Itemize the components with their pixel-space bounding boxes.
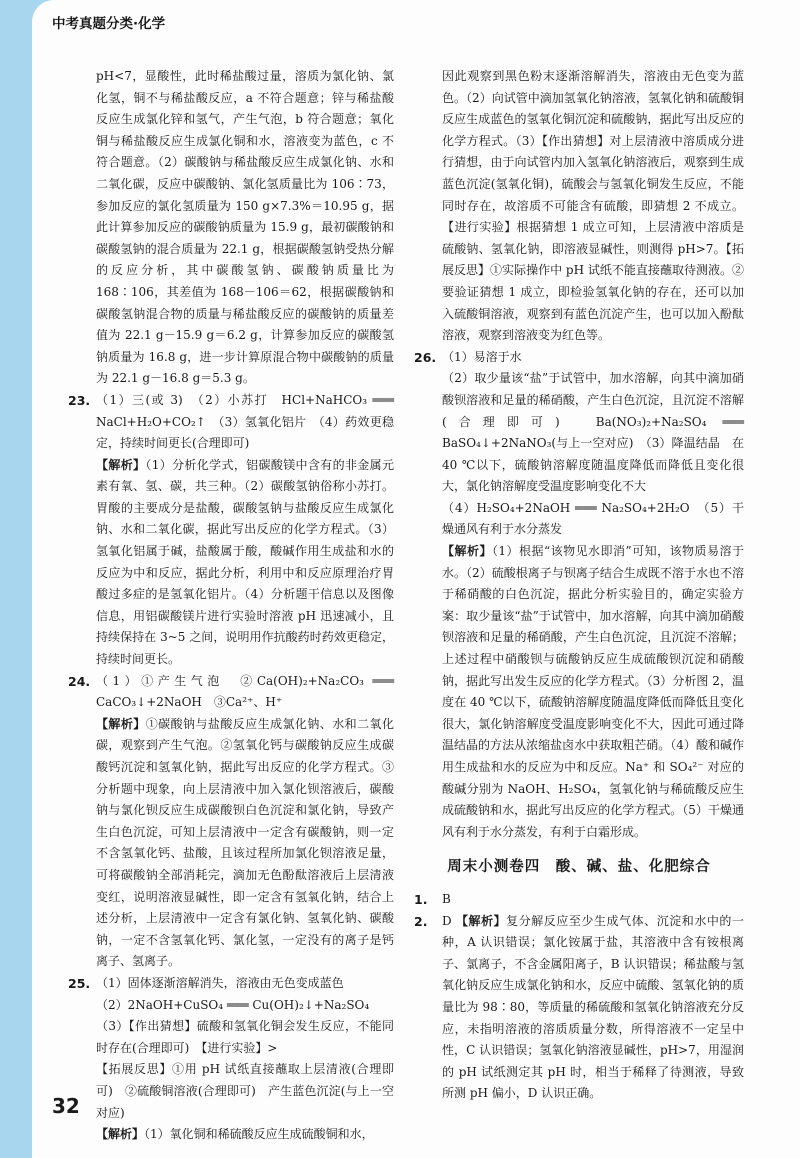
q22-continuation: pH<7，显酸性，此时稀盐酸过量，溶质为氯化钠、氯化氢，铜不与稀盐酸反应，a 不符合题意；锌与稀盐酸反应生成氯化锌和氢气，产生气泡，b 符合题意；氧化铜与稀盐酸反应生成氯化铜和水，溶液变为蓝色，c 不符合题意。（2）碳酸钠与稀盐酸反应生成氯化钠、水和二氧化碳，反应中碳酸钠、氯化氢质量比为 106∶73，参加反应的氯化氢质量为 150 g×7.3%＝10.95 g，据此计算参加反应的碳酸钠质量为 15.9 g，最初碳酸钠和碳酸氢钠的混合质量为 22.1 g，根据碳酸氢钠受热分解的反应分析，其中碳酸氢钠、碳酸钠质量比为 168∶106，其差值为 168－106＝62，根据碳酸钠和碳酸氢钠混合物的质量与稀盐酸反应的碳酸钠的质量差值为 22.1 g－15.9 g＝6.2 g，计算参加反应的碳酸氢钠质量为 16.8 g，进一步计算原混合物中碳酸钠的质量为 22.1 g－16.8 g＝5.3 g。 bbox=[96, 69, 394, 386]
q25-answer-2: （2）2NaOH+CuSO₄ ═══ Cu(OH)₂↓+Na₂SO₄ bbox=[96, 997, 370, 1012]
q23-answer-text: （1）三(或 3) （2）小苏打 HCl+NaHCO₃ ═══ NaCl+H₂O+CO₂↑ （3）氢氧化铝片 （4）药效更稳定，持续时间更长(合理即可) bbox=[96, 392, 394, 451]
s4-q2-text bbox=[442, 911, 744, 1105]
q25-answer-1: （1）固体逐渐溶解消失，溶液由无色变成蓝色 bbox=[96, 975, 344, 990]
q24-answer-text: （1）①产生气泡 ②Ca(OH)₂+Na₂CO₃ ═══ CaCO₃↓+2NaOH ③Ca²⁺、H⁺ bbox=[96, 673, 394, 710]
q25-continuation: 因此观察到黑色粉末逐渐溶解消失，溶液由无色变为蓝色。（2）向试管中滴加氢氧化钠溶液，氢氧化钠和硫酸铜反应生成蓝色的氢氧化铜沉淀和硫酸钠，据此写出反应的化学方程式。（3）【作出猜想】对上层清液中溶质成分进行猜想，由于向试管内加入氢氧化钠溶液后，观察到生成蓝色沉淀(氢氧化铜)，硫酸会与氢氧化铜发生反应，不能同时存在，故溶质不可能含有硫酸，即猜想 2 不成立。【进行实验】根据猜想 1 成立可知，上层清液中溶质是硫酸钠、氢氧化钠，即溶液显碱性，则测得 pH>7。【拓展反思】①实际操作中 pH 试纸不能直接蘸取待测液。②要验证猜想 1 成立，即检验氢氧化钠的存在，还可以加入硫酸铜溶液，观察到有蓝色沉淀产生，也可以加入酚酞溶液，观察到溶液变为红色等。 bbox=[442, 69, 744, 343]
s4-q2-analysis-label: 【解析】 bbox=[455, 913, 507, 928]
q26-explanation-text: （1）根据“该物见水即消”可知，该物质易溶于水。（2）硫酸根离子与钡离子结合生成既不溶于水也不溶于稀硝酸的白色沉淀，据此分析实验目的，确定实验方案：取少量该“盐”于试管中，加水溶解，向其中滴加硝酸钡溶液和足量的稀硝酸，产生白色沉淀，且沉淀不溶解；上述过程中硝酸钡与硫酸钠反应生成硫酸钡沉淀和硝酸钠，据此写出发生反应的化学方程式。（3）分析图 2，温度在 40 ℃以下，硫酸钠溶解度随温度降低而降低且变化很大，氯化钠溶解度受温度影响变化不大，因此可通过降温结晶的方法从浓缩盐卤水中获取粗芒硝。（4）酸和碱作用生成盐和水的反应为中和反应。Na⁺ 和 SO₄²⁻ 对应的酸碱分别为 NaOH、H₂SO₄，氢氧化钠与稀硫酸反应生成硫酸钠和水，据此写出反应的化学方程式。（5）干燥通风有利于水分蒸发，有利于白霜形成。 bbox=[442, 544, 744, 839]
s4-q1-answer-text: B bbox=[442, 891, 451, 906]
q24-number: 24. bbox=[68, 673, 91, 689]
q26-answer-3: （4）H₂SO₄+2NaOH ═══ Na₂SO₄+2H₂O （5）干燥通风有利于水分蒸发 bbox=[442, 500, 744, 537]
q26-explanation bbox=[442, 541, 744, 843]
s4-q2-number: 2. bbox=[414, 913, 428, 929]
q23-analysis-label: 【解析】 bbox=[96, 457, 146, 472]
q26-answer bbox=[414, 347, 744, 844]
q24-answer bbox=[68, 671, 394, 973]
q26-analysis-label: 【解析】 bbox=[442, 544, 492, 559]
q24-analysis-label: 【解析】 bbox=[96, 716, 146, 731]
s4-q2-answer bbox=[414, 911, 744, 1105]
s4-q1-answer bbox=[414, 889, 744, 911]
q25-answer bbox=[68, 973, 394, 1146]
q25-explanation bbox=[96, 1124, 394, 1146]
q24-explanation bbox=[96, 714, 394, 973]
section-title: 周末小测卷四 酸、碱、盐、化肥综合 bbox=[447, 859, 711, 876]
q25-answer-3: （3）【作出猜想】硫酸和氢氧化铜会发生反应，不能同时存在(合理即可) 【进行实验】> bbox=[96, 1019, 394, 1055]
q26-number: 26. bbox=[414, 349, 437, 365]
left-column bbox=[68, 66, 394, 1146]
q26-answer-1: （1）易溶于水 bbox=[442, 349, 522, 364]
q25-analysis-label: 【解析】 bbox=[96, 1127, 145, 1142]
q25-answer-4: 【拓展反思】①用 pH 试纸直接蘸取上层清液(合理即可) ②硫酸铜溶液(合理即可) 产生蓝色沉淀(与上一空对应) bbox=[96, 1062, 394, 1120]
running-header: 中考真题分类·化学 bbox=[52, 16, 166, 32]
right-column bbox=[414, 66, 744, 1105]
s4-q2-explanation-text: 复分解反应至少生成气体、沉淀和水中的一种，A 认识错误；氯化铵属于盐，其溶液中含有铵根离子、氯离子，不含金属阳离子，B 认识错误；稀盐酸与氢氧化钠反应生成氯化钠和水，反应中硫酸、氢氧化钠的质量比为 98∶80，等质量的稀硫酸和氢氧化钠溶液充分反应，未指明溶液的溶质质量分数，所得溶液不一定呈中性，C 认识错误；氢氧化钠溶液显碱性，pH>7，用湿润的 pH 试纸测定其 pH 时，相当于稀释了待测液，导致所测 pH 偏小，D 认识正确。 bbox=[442, 913, 744, 1101]
s4-q2-answer-text: D bbox=[442, 913, 452, 928]
q23-explanation bbox=[96, 455, 394, 671]
q24-explanation-text: ①碳酸钠与盐酸反应生成氯化钠、水和二氧化碳，观察到产生气泡。②氢氧化钙与碳酸钠反应生成碳酸钙沉淀和氢氧化钠，据此写出反应的化学方程式。③分析题中现象，向上层清液中加入氯化钡溶液后，碳酸钠与氯化钡反应生成碳酸钡白色沉淀和氯化钠，导致产生白色沉淀，可知上层清液中一定含有碳酸钠，则一定不含氢氧化钙、盐酸，且该过程所加氯化钡溶液足量，可将碳酸钠全部消耗完，滴加无色酚酞溶液后上层清液变红，说明溶液显碱性，即一定含有氢氧化钠，结合上述分析，上层清液中一定含有氯化钠、氢氧化钠、碳酸钠，一定不含氢氧化钙、氯化氢，一定没有的离子是钙离子、氢离子。 bbox=[96, 716, 394, 969]
s4-q1-number: 1. bbox=[414, 891, 428, 907]
q26-answer-2: （2）取少量该“盐”于试管中，加水溶解，向其中滴加硝酸钡溶液和足量的稀硝酸，产生白色沉淀，且沉淀不溶解(合理即可) Ba(NO₃)₂+Na₂SO₄ ═══ BaSO₄↓+2NaNO₃(与上一空对应) （3）降温结晶 在 40 ℃以下，硫酸钠溶解度随温度降低而降低且变化很大，氯化钠溶解度受温度影响变化不大 bbox=[442, 371, 744, 494]
q25-explanation-text: （1）氧化铜和稀硫酸反应生成硫酸铜和水， bbox=[144, 1127, 374, 1142]
q23-answer bbox=[68, 390, 394, 671]
q23-explanation-text: （1）分析化学式，铝碳酸镁中含有的非金属元素有氧、氢、碳，共三种。（2）碳酸氢钠俗称小苏打。胃酸的主要成分是盐酸，碳酸氢钠与盐酸反应生成氯化钠、水和二氧化碳，据此写出反应的化学方程式。（3）氢氧化铝属于碱，盐酸属于酸，酸碱作用生成盐和水的反应为中和反应，据此分析，利用中和反应原理治疗胃酸过多症的是氢氧化铝片。（4）分析题干信息以及图像信息，用铝碳酸镁片进行实验时溶液 pH 迅速减小，且持续保持在 3~5 之间，说明用作抗酸药时药效更稳定，持续时间更长。 bbox=[96, 457, 394, 667]
q23-number: 23. bbox=[68, 392, 91, 408]
q25-number: 25. bbox=[68, 975, 91, 991]
page-number: 32 bbox=[52, 1094, 80, 1118]
